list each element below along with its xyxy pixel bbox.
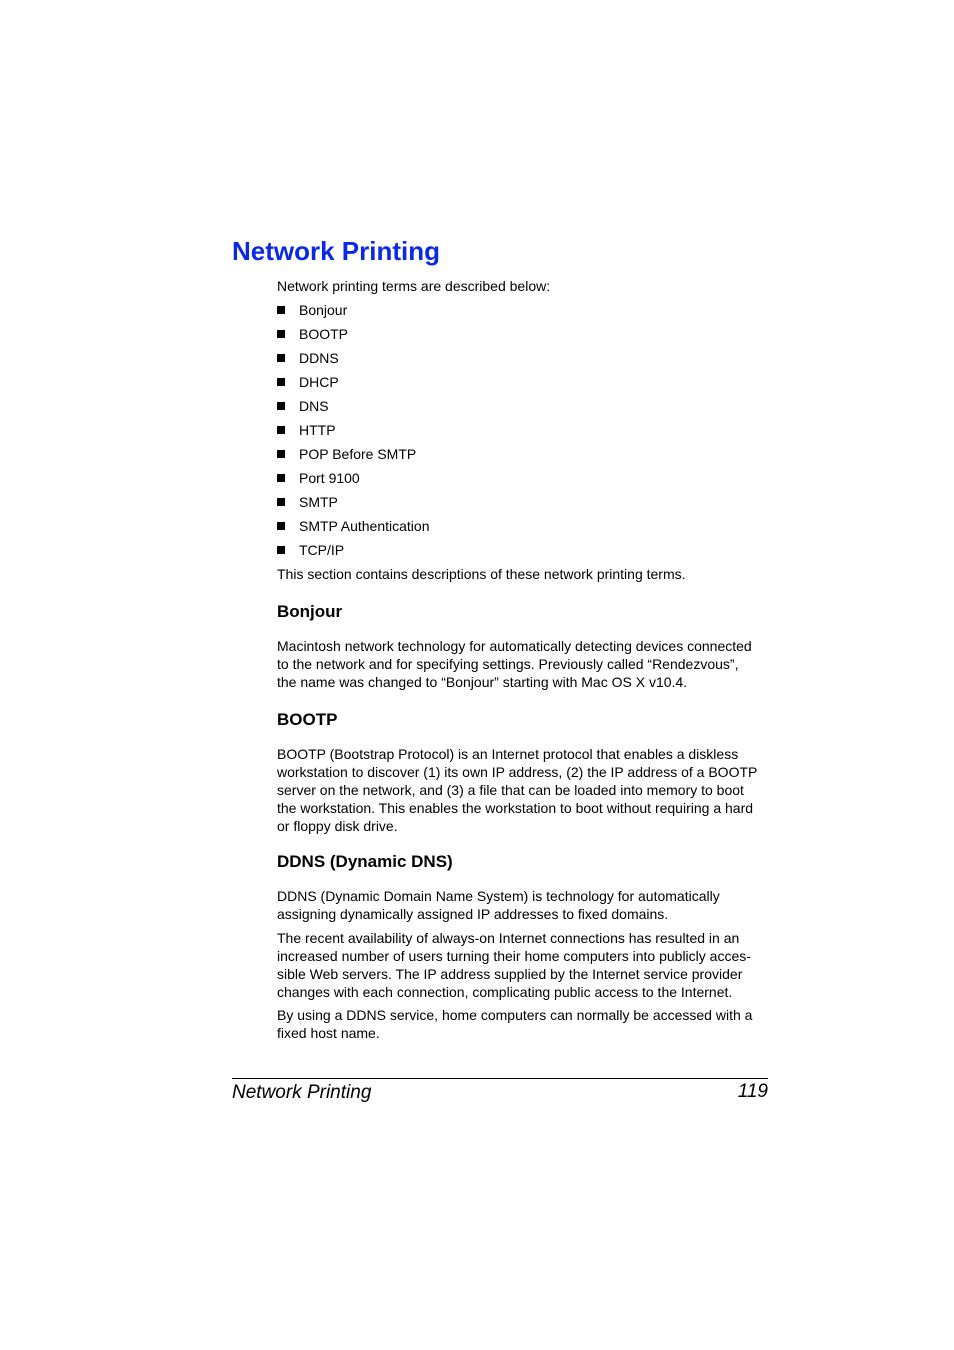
section-body-ddns-p2 — [277, 929, 769, 1001]
terms-list — [277, 301, 429, 565]
intro-text: Network printing terms are described below: — [277, 278, 551, 294]
text-line: increased number of users turning their home computers into publicly acces- — [277, 948, 751, 964]
text-line: The recent availability of always-on Internet connections has resulted in an — [277, 930, 740, 946]
list-item: DNS — [277, 397, 429, 421]
text-line: assigning dynamically assigned IP addresses to fixed domains. — [277, 906, 669, 922]
list-item: SMTP Authentication — [277, 517, 429, 541]
bullet-square-icon — [277, 498, 285, 506]
text-line: Macintosh network technology for automatically detecting devices connected — [277, 638, 752, 654]
section-heading-ddns: DDNS (Dynamic DNS) — [277, 852, 453, 871]
list-item: Bonjour — [277, 301, 429, 325]
section-heading-bootp: BOOTP — [277, 710, 338, 729]
bullet-square-icon — [277, 354, 285, 362]
list-item: POP Before SMTP — [277, 445, 429, 469]
text-line: changes with each connection, complicating public access to the Internet. — [277, 984, 733, 1000]
footer-divider — [232, 1078, 768, 1079]
text-line: the workstation. This enables the workstation to boot without requiring a hard — [277, 800, 754, 816]
text-line: server on the network, and (3) a file that can be loaded into memory to boot — [277, 782, 744, 798]
text-line: or floppy disk drive. — [277, 818, 398, 834]
section-body-ddns-p1 — [277, 887, 769, 923]
list-item: SMTP — [277, 493, 429, 517]
bullet-square-icon — [277, 378, 285, 386]
list-item: HTTP — [277, 421, 429, 445]
bullet-square-icon — [277, 402, 285, 410]
bullet-square-icon — [277, 546, 285, 554]
text-line: BOOTP (Bootstrap Protocol) is an Internet protocol that enables a diskless — [277, 746, 739, 762]
text-line: DDNS (Dynamic Domain Name System) is technology for automatically — [277, 888, 720, 904]
list-item: TCP/IP — [277, 541, 429, 565]
bullet-square-icon — [277, 522, 285, 530]
bullet-square-icon — [277, 426, 285, 434]
text-line: By using a DDNS service, home computers can normally be accessed with a — [277, 1007, 753, 1023]
list-item: BOOTP — [277, 325, 429, 349]
bullet-square-icon — [277, 474, 285, 482]
footer-title: Network Printing — [232, 1082, 372, 1103]
bullet-square-icon — [277, 450, 285, 458]
page-title: Network Printing — [232, 236, 441, 266]
bullet-square-icon — [277, 306, 285, 314]
text-line: fixed host name. — [277, 1025, 380, 1041]
page-number: 119 — [737, 1081, 768, 1102]
section-heading-bonjour: Bonjour — [277, 602, 343, 621]
text-line: to the network and for specifying settings. Previously called “Rendezvous”, — [277, 656, 739, 672]
section-body-bootp — [277, 745, 769, 835]
section-body-ddns-p3 — [277, 1006, 769, 1042]
bullet-square-icon — [277, 330, 285, 338]
list-item: DHCP — [277, 373, 429, 397]
text-line: sible Web servers. The IP address supplied by the Internet service provider — [277, 966, 743, 982]
text-line: workstation to discover (1) its own IP address, (2) the IP address of a BOOTP — [277, 764, 758, 780]
list-item: Port 9100 — [277, 469, 429, 493]
text-line: the name was changed to “Bonjour” starting with Mac OS X v10.4. — [277, 674, 688, 690]
outro-text: This section contains descriptions of these network printing terms. — [277, 566, 686, 582]
section-body-bonjour — [277, 637, 769, 691]
list-item: DDNS — [277, 349, 429, 373]
